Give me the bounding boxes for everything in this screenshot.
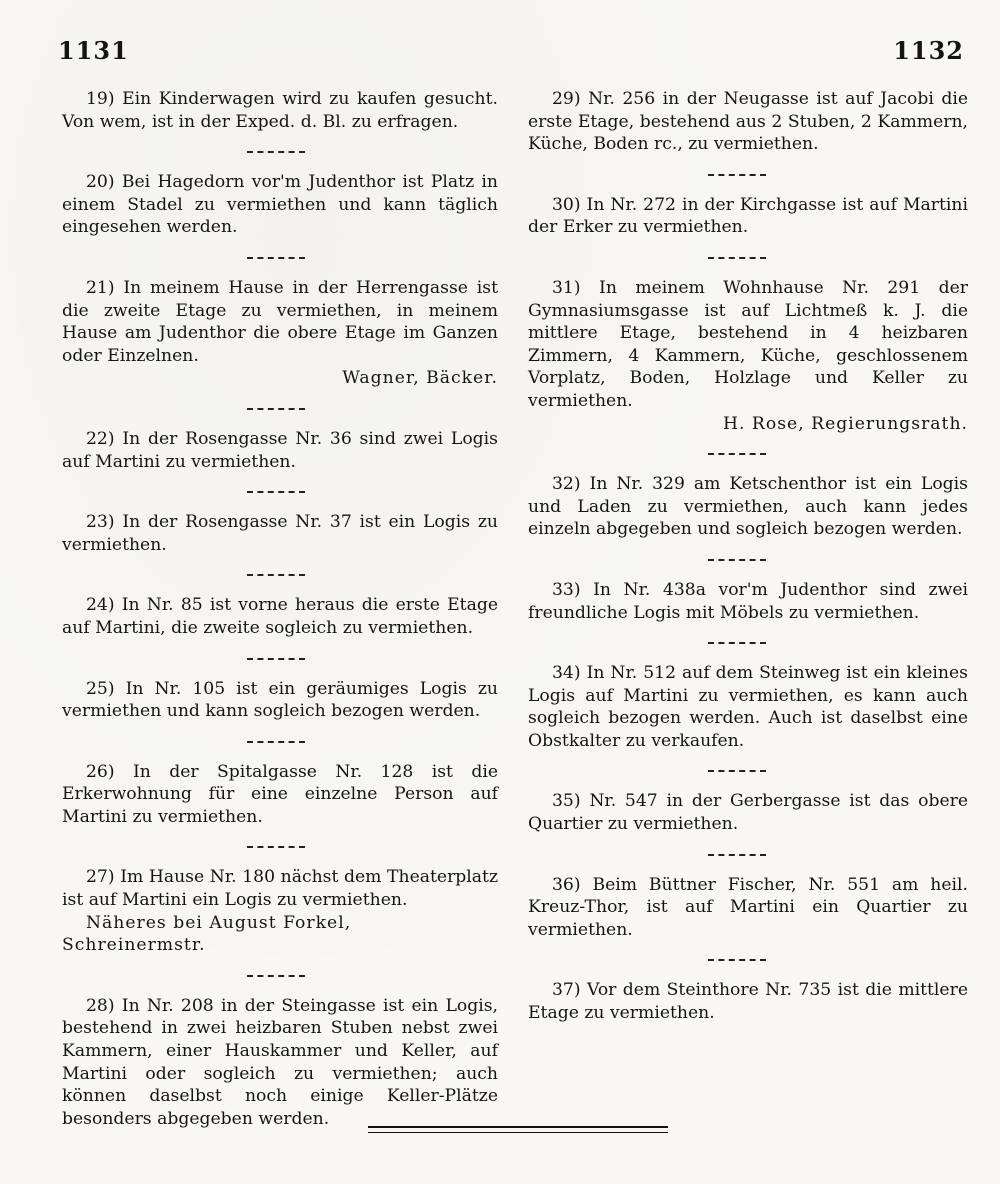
ad-text: Bei Hagedorn vor'm Judenthor ist Platz in einem Stadel zu vermiethen und kann täglich eingesehen werden. [62, 172, 498, 238]
ad-number: 20) [86, 172, 115, 193]
divider [708, 959, 766, 961]
ad-33 [528, 579, 968, 624]
divider [247, 408, 305, 410]
ad-number: 21) [86, 277, 115, 298]
ad-text: In Nr. 85 ist vorne heraus die erste Etage auf Martini, die zweite sogleich zu vermiethen. [62, 595, 498, 638]
divider [708, 453, 766, 455]
divider [708, 559, 766, 561]
ad-text: Im Hause Nr. 180 nächst dem Theaterplatz ist auf Martini ein Logis zu vermiethen. [62, 867, 498, 911]
ad-34 [528, 662, 968, 752]
divider [247, 491, 305, 493]
ad-text: Nr. 547 in der Gerbergasse ist das obere Quartier zu vermiethen. [528, 791, 969, 835]
ad-text: In der Rosengasse Nr. 36 sind zwei Logis auf Martini zu vermiethen. [62, 428, 499, 472]
ad-number: 33) [552, 579, 581, 600]
divider [247, 658, 305, 660]
ad-20 [62, 171, 498, 239]
ad-text: In der Spitalgasse Nr. 128 ist die Erkerwohnung für eine einzelne Person auf Martini zu vermiethen. [62, 761, 499, 827]
divider [708, 257, 766, 259]
ad-number: 24) [86, 595, 115, 616]
ad-number: 23) [86, 512, 115, 533]
ad-25 [62, 678, 498, 723]
ad-text: In Nr. 512 auf dem Steinweg ist ein kleines Logis auf Martini zu vermiethen, es kann auch sogleich bezogen werden. Auch ist daselbst eine Obstkalter zu verkaufen. [528, 663, 968, 751]
ad-text: Vor dem Steinthore Nr. 735 ist die mittlere Etage zu vermiethen. [528, 980, 968, 1024]
ad-35 [528, 790, 968, 835]
divider [247, 741, 305, 743]
ad-number: 26) [86, 761, 115, 782]
right-column [528, 88, 968, 1043]
ad-text: In der Rosengasse Nr. 37 ist ein Logis zu vermiethen. [62, 512, 498, 555]
ad-text: In meinem Hause in der Herrengasse ist die zweite Etage zu vermiethen, in meinem Hause am Judenthor die obere Etage im Ganzen oder Einzelnen. [62, 277, 498, 366]
page-end-rule [368, 1126, 668, 1133]
ad-text: In Nr. 208 in der Steingasse ist ein Logis, bestehend in zwei heizbaren Stuben nebst zwei Kammern, einer Hauskammer und Keller, auf Martini oder sogleich zu vermiethen; auch können daselbst noch einige Keller-Plätze besonders abgegeben werden. [62, 995, 498, 1129]
ad-24 [62, 594, 498, 639]
page-number-right: 1132 [893, 36, 964, 65]
ad-text: Nr. 256 in der Neugasse ist auf Jacobi die erste Etage, bestehend aus 2 Stuben, 2 Kammern, Küche, Boden rc., zu vermiethen. [528, 89, 968, 155]
ad-text: In Nr. 105 ist ein geräumiges Logis zu vermiethen und kann sogleich bezogen werden. [62, 678, 499, 722]
ad-21 [62, 277, 498, 390]
ad-28 [62, 995, 498, 1131]
ad-text: Ein Kinderwagen wird zu kaufen gesucht. Von wem, ist in der Exped. d. Bl. zu erfragen. [62, 89, 498, 132]
ad-text: In meinem Wohnhause Nr. 291 der Gymnasiumsgasse ist auf Lichtmeß k. J. die mittlere Etage, bestehend in 4 heizbaren Zimmern, 4 Kammern, Küche, geschlossenem Vorplatz, Boden, Holzlage und Keller zu vermiethen. [528, 277, 968, 411]
ad-signature: Näheres bei August Forkel, Schreinermstr. [62, 912, 352, 956]
ad-number: 25) [86, 678, 115, 699]
ad-number: 28) [86, 995, 115, 1016]
ad-number: 36) [552, 874, 581, 895]
divider [708, 642, 766, 644]
ad-number: 19) [86, 89, 115, 109]
ad-36 [528, 874, 968, 942]
ad-23 [62, 511, 498, 556]
divider [708, 174, 766, 176]
ad-29 [528, 88, 968, 156]
ad-number: 22) [86, 428, 115, 449]
left-column [62, 88, 498, 1148]
ad-number: 29) [552, 89, 581, 109]
ad-text: In Nr. 329 am Ketschenthor ist ein Logis und Laden zu vermiethen, auch kann jedes einzeln abgegeben und sogleich bezogen werden. [528, 474, 968, 540]
ad-32 [528, 473, 968, 541]
ad-26 [62, 761, 498, 829]
ad-19 [62, 88, 498, 133]
divider [247, 975, 305, 977]
divider [708, 770, 766, 772]
ad-signature: Wagner, Bäcker. [342, 368, 498, 389]
divider [247, 257, 305, 259]
ad-37 [528, 979, 968, 1024]
ad-22 [62, 428, 498, 473]
ad-text: Beim Büttner Fischer, Nr. 551 am heil. Kreuz-Thor, ist auf Martini ein Quartier zu vermiethen. [528, 874, 968, 940]
ad-number: 37) [552, 980, 581, 1001]
ad-number: 32) [552, 474, 581, 495]
ad-number: 34) [552, 663, 581, 684]
ad-27 [62, 866, 498, 956]
divider [247, 846, 305, 848]
ad-text: In Nr. 438a vor'm Judenthor sind zwei freundliche Logis mit Möbels zu vermiethen. [528, 579, 968, 623]
ad-number: 30) [552, 194, 581, 215]
ad-signature: H. Rose, Regierungsrath. [723, 413, 968, 434]
ad-31 [528, 277, 968, 435]
page-number-left: 1131 [58, 36, 129, 65]
ad-number: 27) [86, 867, 115, 888]
divider [247, 151, 305, 153]
divider [247, 574, 305, 576]
ad-30 [528, 194, 968, 239]
ad-number: 31) [552, 277, 581, 298]
ad-number: 35) [552, 791, 581, 812]
divider [708, 854, 766, 856]
ad-text: In Nr. 272 in der Kirchgasse ist auf Martini der Erker zu vermiethen. [528, 194, 968, 238]
